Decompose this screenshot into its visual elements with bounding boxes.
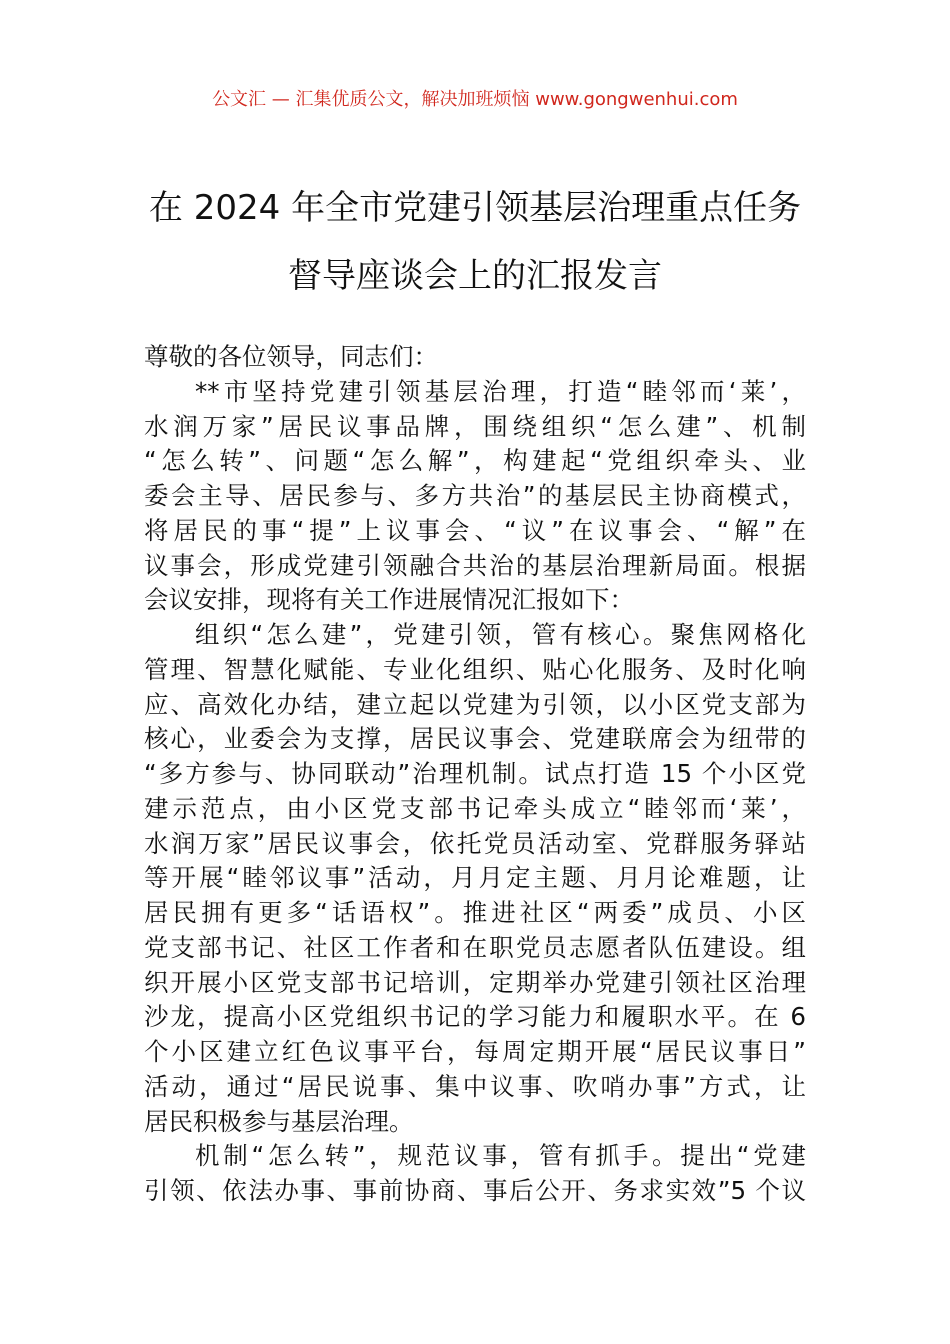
body-text-line: “多方参与、协同联动”治理机制。试点打造 15 个小区党 [144,759,806,788]
body-text-line: “怎么转”、问题“怎么解”，构建起“党组织牵头、业 [144,446,806,476]
body-text-line: 等开展“睦邻议事”活动，月月定主题、月月论难题，让 [144,863,806,893]
body-text-line: 沙龙，提高小区党组织书记的学习能力和履职水平。在 6 [144,1002,806,1032]
body-text-line: 个小区建立红色议事平台，每周定期开展“居民议事日” [144,1037,806,1066]
body-text-line: 建示范点，由小区党支部书记牵头成立“睦邻而‘莱’， [144,793,806,823]
body-text-line: 应、高效化办结，建立起以党建为引领，以小区党支部为 [144,689,806,719]
site-header-banner: 公文汇 — 汇集优质公文，解决加班烦恼 www.gongwenhui.com [212,89,738,110]
body-text-line: 委会主导、居民参与、多方共治”的基层民主协商模式， [144,481,806,510]
body-text-line: 引领、依法办事、事前协商、事后公开、务求实效”5 个议 [144,1176,806,1205]
body-text-line: 议事会，形成党建引领融合共治的基层治理新局面。根据 [144,550,806,580]
body-text-line: 核心，业委会为支撑，居民议事会、党建联席会为纽带的 [144,724,806,754]
body-text-line: 将居民的事“提”上议事会、“议”在议事会、“解”在 [144,515,806,545]
body-text-line: 组织“怎么建”，党建引领，管有核心。聚焦网格化 [195,620,806,649]
body-text-line: 活动，通过“居民说事、集中议事、吹哨办事”方式，让 [144,1071,806,1101]
document-title-line-1: 在 2024 年全市党建引领基层治理重点任务 [148,188,802,228]
body-text-line: 管理、智慧化赋能、专业化组织、贴心化服务、及时化响 [144,654,806,684]
body-text-line: 水润万家”居民议事品牌，围绕组织“怎么建”、机制 [144,411,806,441]
document-body [144,340,806,1209]
body-text-line: 居民拥有更多“话语权”。推进社区“两委”成员、小区 [144,898,806,927]
body-text-line: 机制“怎么转”，规范议事，管有抓手。提出“党建 [195,1141,806,1171]
body-text-line: 织开展小区党支部书记培训，定期举办党建引领社区治理 [144,967,806,997]
body-text-line: 居民积极参与基层治理。 [144,1106,414,1136]
body-text-line: 水润万家”居民议事会，依托党员活动室、党群服务驿站 [144,828,806,858]
body-text-line: **市坚持党建引领基层治理，打造“睦邻而‘莱’， [195,376,806,406]
document-title-line-2: 督导座谈会上的汇报发言 [288,256,662,296]
body-text-line: 党支部书记、社区工作者和在职党员志愿者队伍建设。组 [144,932,806,962]
body-text-line: 会议安排，现将有关工作进展情况汇报如下： [144,585,634,615]
body-text-line: 尊敬的各位领导，同志们： [144,342,438,371]
